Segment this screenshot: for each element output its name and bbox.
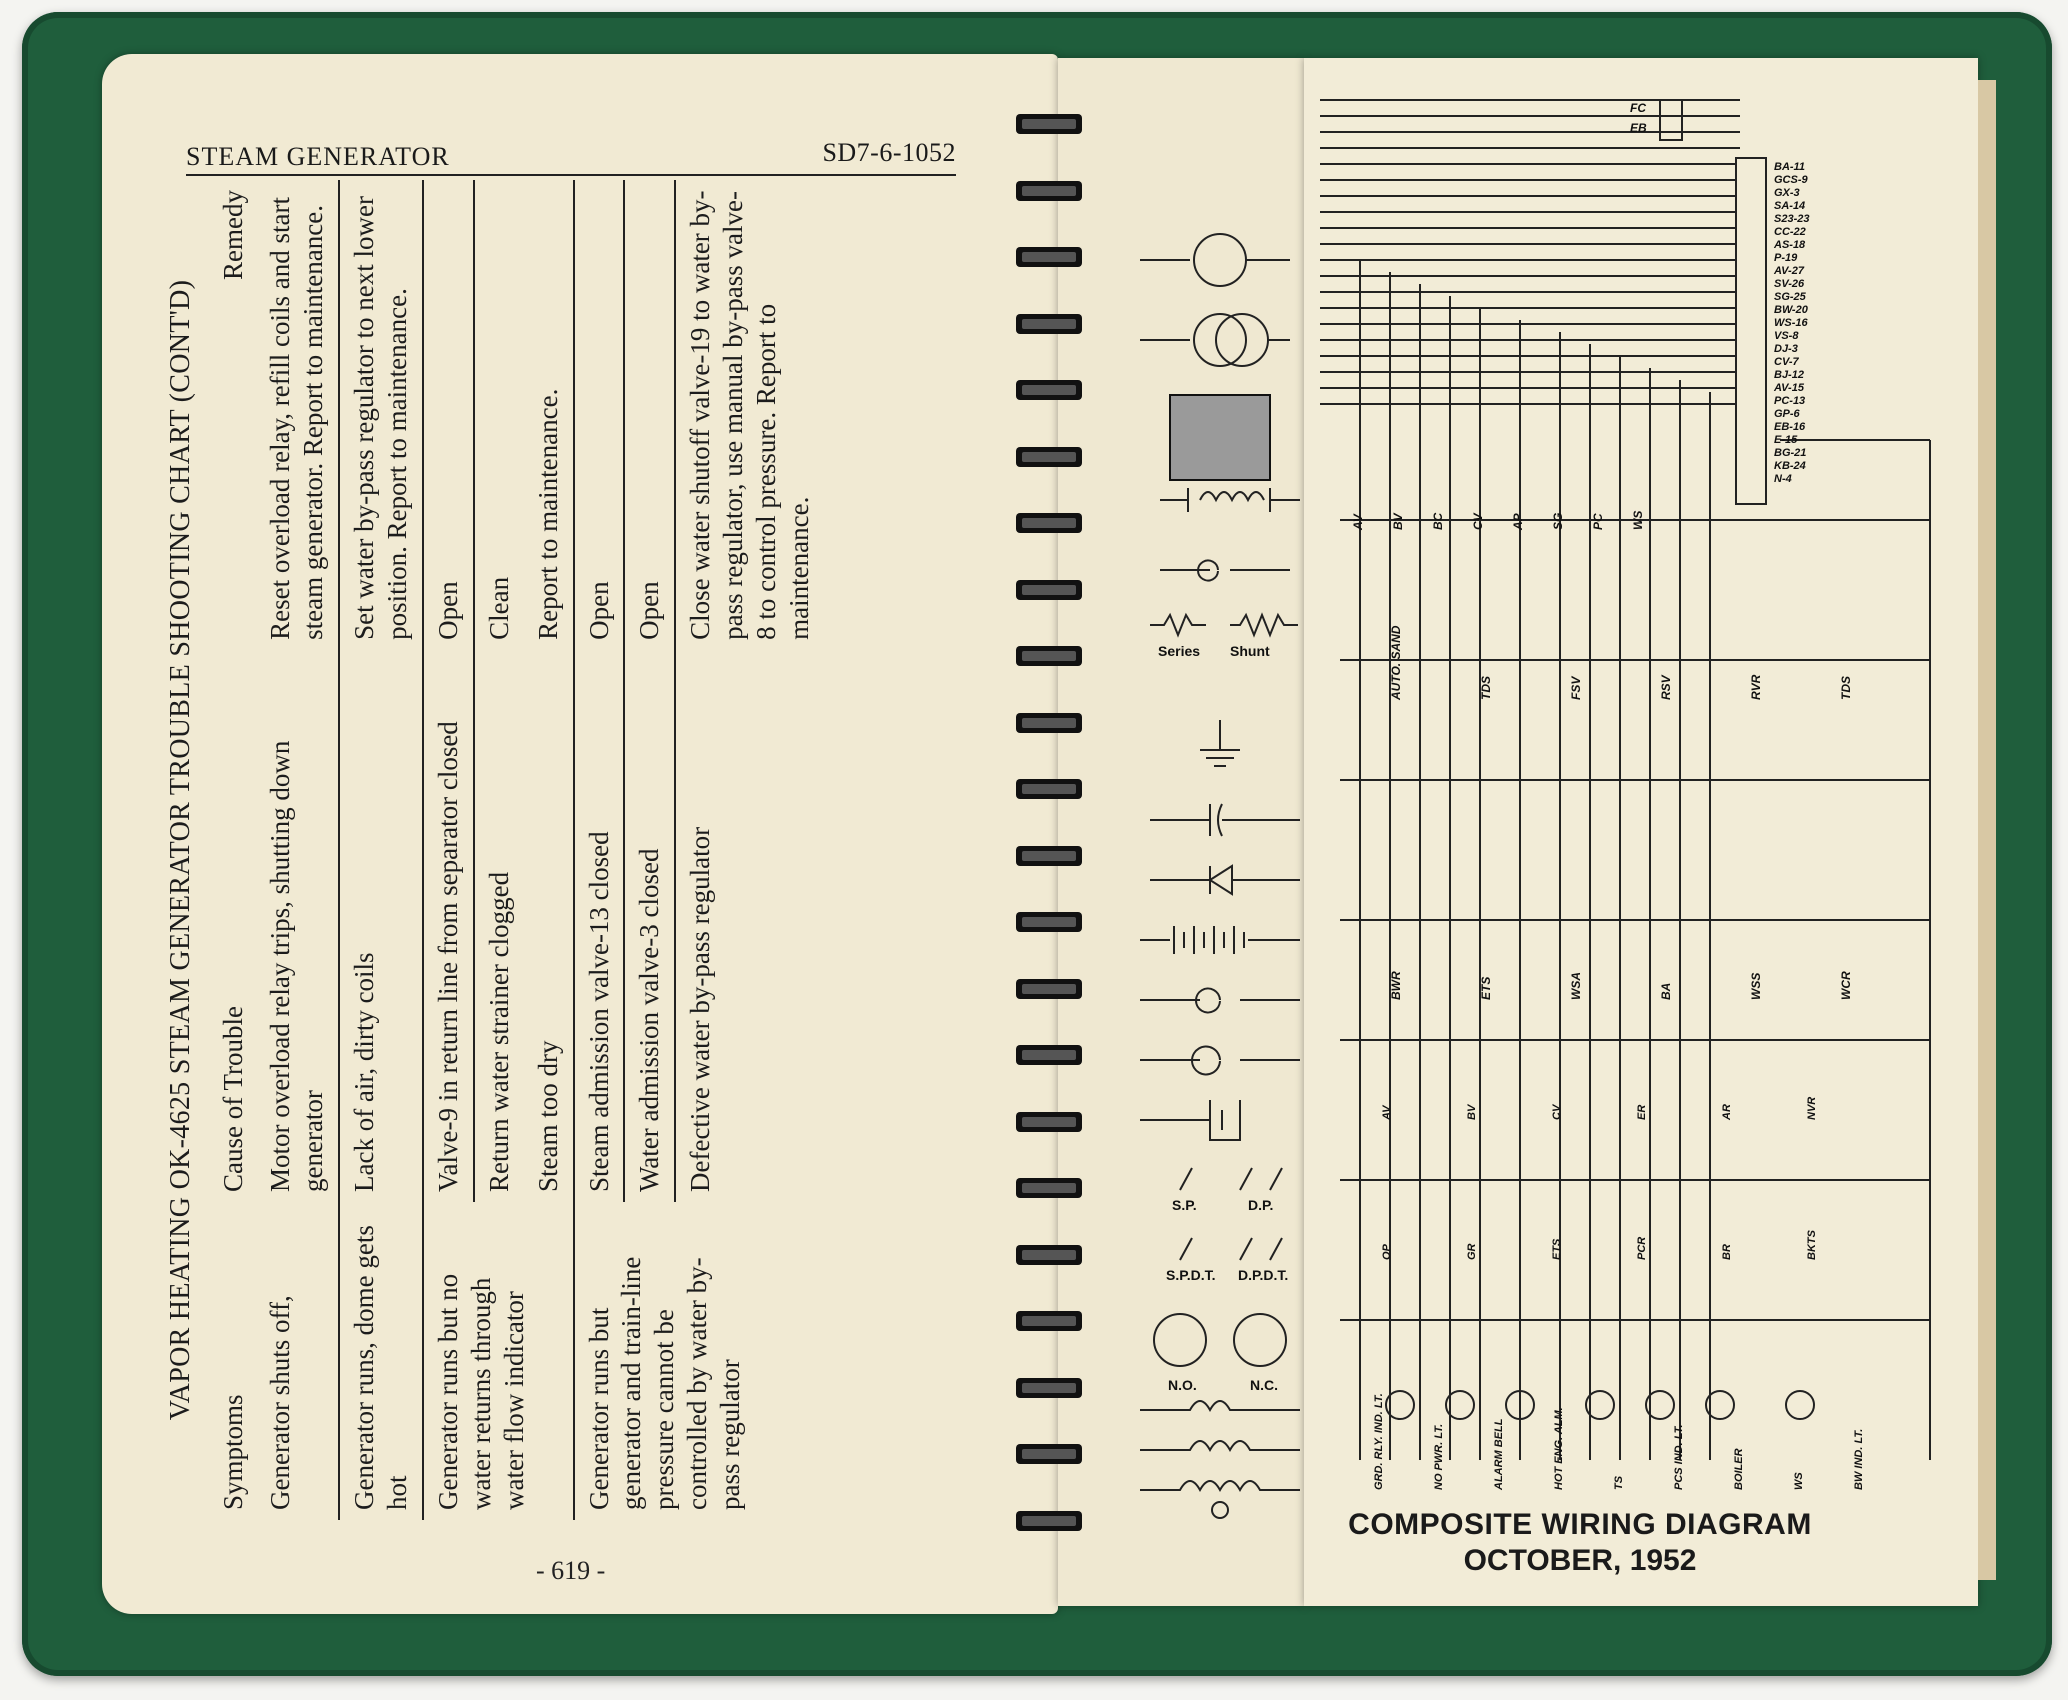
cause-cell: Steam too dry <box>532 1040 563 1193</box>
legend-shunt-label: Shunt <box>1230 643 1270 659</box>
misc-label: ER <box>1636 1104 1648 1120</box>
terminal-label: SA-14 <box>1774 200 1806 212</box>
binding-coil <box>1010 310 1090 338</box>
binding-coil <box>1010 1174 1090 1202</box>
lamp-label: WS <box>1793 1472 1805 1490</box>
misc-label: ETS <box>1551 1238 1563 1260</box>
legend-dpdt-label: D.P.D.T. <box>1238 1267 1289 1283</box>
misc-label: AR <box>1721 1104 1733 1120</box>
terminal-label: BJ-12 <box>1774 369 1804 381</box>
misc-label: OP <box>1381 1244 1393 1260</box>
header-section-title: STEAM GENERATOR <box>186 142 450 171</box>
binding-coil <box>1010 642 1090 670</box>
cause-cell: Motor overload relay trips, shutting down generator <box>264 740 328 1193</box>
binding-coil <box>1010 709 1090 737</box>
misc-label: BKTS <box>1806 1230 1818 1260</box>
terminal-label: GX-3 <box>1774 187 1800 199</box>
misc-label: AV <box>1381 1105 1393 1120</box>
terminal-label: GP-6 <box>1774 408 1800 420</box>
terminal-label: P-19 <box>1774 252 1798 264</box>
lamp-label: ALARM BELL <box>1493 1418 1505 1490</box>
binding-coil <box>1010 443 1090 471</box>
binding-coil <box>1010 975 1090 1003</box>
chart-title: VAPOR HEATING OK-4625 STEAM GENERATOR TROUBLE SHOOTING CHART (CONT'D) <box>165 279 196 1421</box>
chart-table <box>211 180 824 1520</box>
binding-coil <box>1010 576 1090 604</box>
relay-label: BWR <box>1389 971 1403 1000</box>
binding-coil <box>1010 1507 1090 1535</box>
cause-cell: Valve-9 in return line from separator closed <box>423 650 474 1202</box>
terminal-label: GCS-9 <box>1774 174 1808 186</box>
remedy-cell: Report to maintenance. <box>532 388 563 640</box>
terminal-label: AV-27 <box>1774 265 1804 277</box>
armature-symbol-icon <box>1170 395 1270 480</box>
terminal-label: EB-16 <box>1774 421 1806 433</box>
cause-cell: Lack of air, dirty coils <box>339 650 423 1202</box>
legend-labels <box>1158 643 1288 1393</box>
table-row <box>256 180 339 1520</box>
wiring-diagram <box>1100 60 1978 1520</box>
lamp-label: TS <box>1613 1475 1625 1490</box>
symptom-cell: Generator runs but no water returns through water flow indicator <box>423 1202 574 1520</box>
relay-label: RSV <box>1659 675 1673 700</box>
binding-coil <box>1010 1108 1090 1136</box>
terminal-label: DJ-3 <box>1774 343 1798 355</box>
bus-label: PC <box>1591 513 1605 530</box>
bus-label: BC <box>1431 512 1445 530</box>
terminal-label: N-4 <box>1774 473 1792 485</box>
lamp-label: BW IND. LT. <box>1853 1428 1865 1490</box>
terminal-label: BA-11 <box>1774 161 1805 173</box>
page-header <box>186 138 956 176</box>
relay-label: WSS <box>1749 972 1763 1000</box>
binding-coil <box>1010 243 1090 271</box>
binding-coil <box>1010 110 1090 138</box>
terminal-label: SG-25 <box>1774 291 1806 303</box>
diagram-title <box>1300 1508 1860 1578</box>
relay-label: WCR <box>1839 971 1853 1000</box>
terminal-label: BW-20 <box>1774 304 1808 316</box>
circuit-wires <box>1320 100 1930 1460</box>
terminal-label: CC-22 <box>1774 226 1806 238</box>
relay-label: TDS <box>1479 676 1493 700</box>
table-row <box>423 180 474 1520</box>
remedy-cell: Reset overload relay, refill coils and start steam generator. Report to maintenance. <box>264 197 328 640</box>
lamp-label: GRD. RLY. IND. LT. <box>1373 1393 1385 1490</box>
diagram-title-line2: OCTOBER, 1952 <box>1463 1544 1697 1577</box>
cause-cell: Return water strainer clogged <box>474 650 524 1202</box>
lamp-label: PCS IND. LT. <box>1673 1424 1685 1490</box>
relay-label: BA <box>1659 982 1673 1000</box>
terminal-label: SV-26 <box>1774 278 1805 290</box>
terminal-label: PC-13 <box>1774 395 1806 407</box>
binding-coil <box>1010 509 1090 537</box>
misc-label: NVR <box>1806 1096 1818 1120</box>
legend-spdt-label: S.P.D.T. <box>1166 1267 1216 1283</box>
legend-dp-label: D.P. <box>1248 1197 1274 1213</box>
lamp-circle <box>1786 1391 1814 1419</box>
misc-label: BV <box>1466 1104 1478 1120</box>
fc-label: FC <box>1630 101 1646 115</box>
remedy-cell: Open <box>574 180 625 650</box>
diagram-title-line1: COMPOSITE WIRING DIAGRAM <box>1348 1508 1812 1541</box>
header-doc-code: SD7-6-1052 <box>822 138 956 167</box>
page-edge <box>1978 80 1996 1580</box>
terminal-label: S23-23 <box>1774 213 1810 225</box>
terminal-label: CV-7 <box>1774 356 1799 368</box>
cause-cell: Steam admission valve-13 closed <box>574 650 625 1202</box>
col-header-symptoms: Symptoms <box>218 1394 248 1510</box>
relay-label: ETS <box>1479 976 1493 1000</box>
col-header-cause: Cause of Trouble <box>218 1006 248 1193</box>
binding-coil <box>1010 1440 1090 1468</box>
misc-label: CV <box>1551 1104 1563 1120</box>
remedy-cell: Clean <box>474 180 524 650</box>
binding-coil <box>1010 177 1090 205</box>
misc-labels <box>1381 1097 1818 1260</box>
symptom-cell: Generator runs but generator and train-line pressure cannot be controlled by water by-pass regulator <box>574 1202 825 1520</box>
bus-label: SG <box>1551 512 1565 530</box>
binding-coil <box>1010 1374 1090 1402</box>
terminal-label: BG-21 <box>1774 447 1807 459</box>
remedy-cell: Open <box>624 180 675 650</box>
remedy-cell: Open <box>423 180 474 650</box>
remedy-cell: Close water shutoff valve-19 to water by-pass regulator, use manual by-pass valve-8 to control pressure. Report to maintenance. <box>675 180 824 650</box>
relay-label: AUTO. SAND <box>1389 625 1403 700</box>
misc-label: PCR <box>1636 1236 1648 1260</box>
symptom-cell: Generator shuts off, <box>264 1295 295 1510</box>
bus-label: WS <box>1631 510 1645 530</box>
binding-coil <box>1010 908 1090 936</box>
terminal-label: AV-15 <box>1774 382 1804 394</box>
binding-coil <box>1010 376 1090 404</box>
cause-cell: Water admission valve-3 closed <box>624 650 675 1202</box>
misc-label: GR <box>1466 1243 1478 1260</box>
top-labels <box>1630 100 1682 140</box>
terminal-label: E-15 <box>1774 434 1798 446</box>
table-row <box>339 180 423 1520</box>
relay-label: FSV <box>1569 676 1583 700</box>
bus-label: AV <box>1351 514 1365 530</box>
col-header-remedy: Remedy <box>218 190 248 280</box>
binding-coil <box>1010 842 1090 870</box>
legend-symbols <box>1140 234 1300 1518</box>
binding-coil <box>1010 1241 1090 1269</box>
binding-coil <box>1010 1307 1090 1335</box>
bus-label: AP <box>1511 513 1525 530</box>
symptom-cell: Generator runs, dome gets hot <box>339 1202 423 1520</box>
legend-no-label: N.O. <box>1168 1377 1197 1393</box>
lamp-label: NO PWR. LT. <box>1433 1423 1445 1490</box>
relay-label: TDS <box>1839 676 1853 700</box>
lamp-label: BOILER <box>1733 1448 1745 1490</box>
trouble-shooting-chart <box>165 180 965 1520</box>
terminal-label: AS-18 <box>1774 239 1806 251</box>
terminal-label: VS-8 <box>1774 330 1799 342</box>
spiral-binding <box>1010 110 1090 1570</box>
cause-cell: Defective water by-pass regulator <box>675 650 824 1202</box>
binding-coil <box>1010 775 1090 803</box>
eb-label: EB <box>1630 121 1647 135</box>
terminal-label: WS-16 <box>1774 317 1808 329</box>
remedy-cell: Set water by-pass regulator to next lower position. Report to maintenance. <box>339 180 423 650</box>
terminal-label: KB-24 <box>1774 460 1806 472</box>
terminal-labels <box>1773 161 1809 485</box>
relay-label: WSA <box>1569 972 1583 1000</box>
legend-series-label: Series <box>1158 643 1201 659</box>
terminal-strip <box>1736 158 1766 504</box>
bus-label: CV <box>1471 513 1485 530</box>
page-number: - 619 - <box>536 1556 606 1585</box>
legend-nc-label: N.C. <box>1250 1377 1278 1393</box>
binding-coil <box>1010 1041 1090 1069</box>
bus-label: BV <box>1391 513 1405 530</box>
legend-sp-label: S.P. <box>1172 1197 1197 1213</box>
relay-label: RVR <box>1749 674 1763 700</box>
table-row <box>574 180 625 1520</box>
misc-label: BR <box>1721 1244 1733 1260</box>
lamp-label: HOT ENG. ALM. <box>1553 1407 1565 1490</box>
